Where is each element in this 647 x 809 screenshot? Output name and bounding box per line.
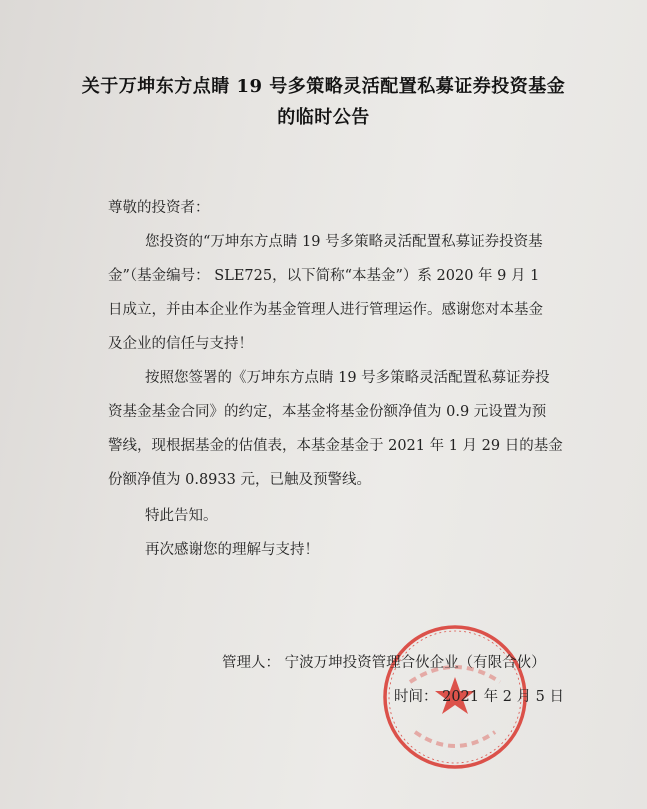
paragraph2-line3: 警线，现根据基金的估值表，本基金基金于 2021 年 1 月 29 日的基金 [108, 438, 563, 454]
paragraph1-line2: 金”（基金编号： SLE725，以下简称“本基金”）系 2020 年 9 月 1 [108, 268, 540, 284]
document-title-line2: 的临时公告 [277, 107, 370, 128]
paragraph2-line4: 份额净值为 0.8933 元，已触及预警线。 [108, 472, 371, 488]
thanks-text: 再次感谢您的理解与支持！ [145, 542, 319, 558]
paragraph2-line2: 资基金基金合同》的约定，本基金将基金份额净值为 0.9 元设置为预 [108, 404, 547, 420]
paragraph1-line4: 及企业的信任与支持！ [108, 336, 253, 352]
date-line: 时间： 2021 年 2 月 5 日 [394, 689, 565, 705]
paragraph1-line1: 您投资的“万坤东方点睛 19 号多策略灵活配置私募证券投资基 [145, 234, 543, 250]
document-title-line1: 关于万坤东方点睛 19 号多策略灵活配置私募证券投资基金 [81, 76, 566, 97]
paragraph2-line1: 按照您签署的《万坤东方点睛 19 号多策略灵活配置私募证券投 [145, 370, 550, 386]
notice-text: 特此告知。 [145, 508, 218, 524]
manager-line: 管理人： 宁波万坤投资管理合伙企业（有限合伙） [222, 655, 546, 671]
salutation: 尊敬的投资者： [108, 200, 210, 216]
paragraph1-line3: 日成立，并由本企业作为基金管理人进行管理运作。感谢您对本基金 [108, 302, 543, 318]
